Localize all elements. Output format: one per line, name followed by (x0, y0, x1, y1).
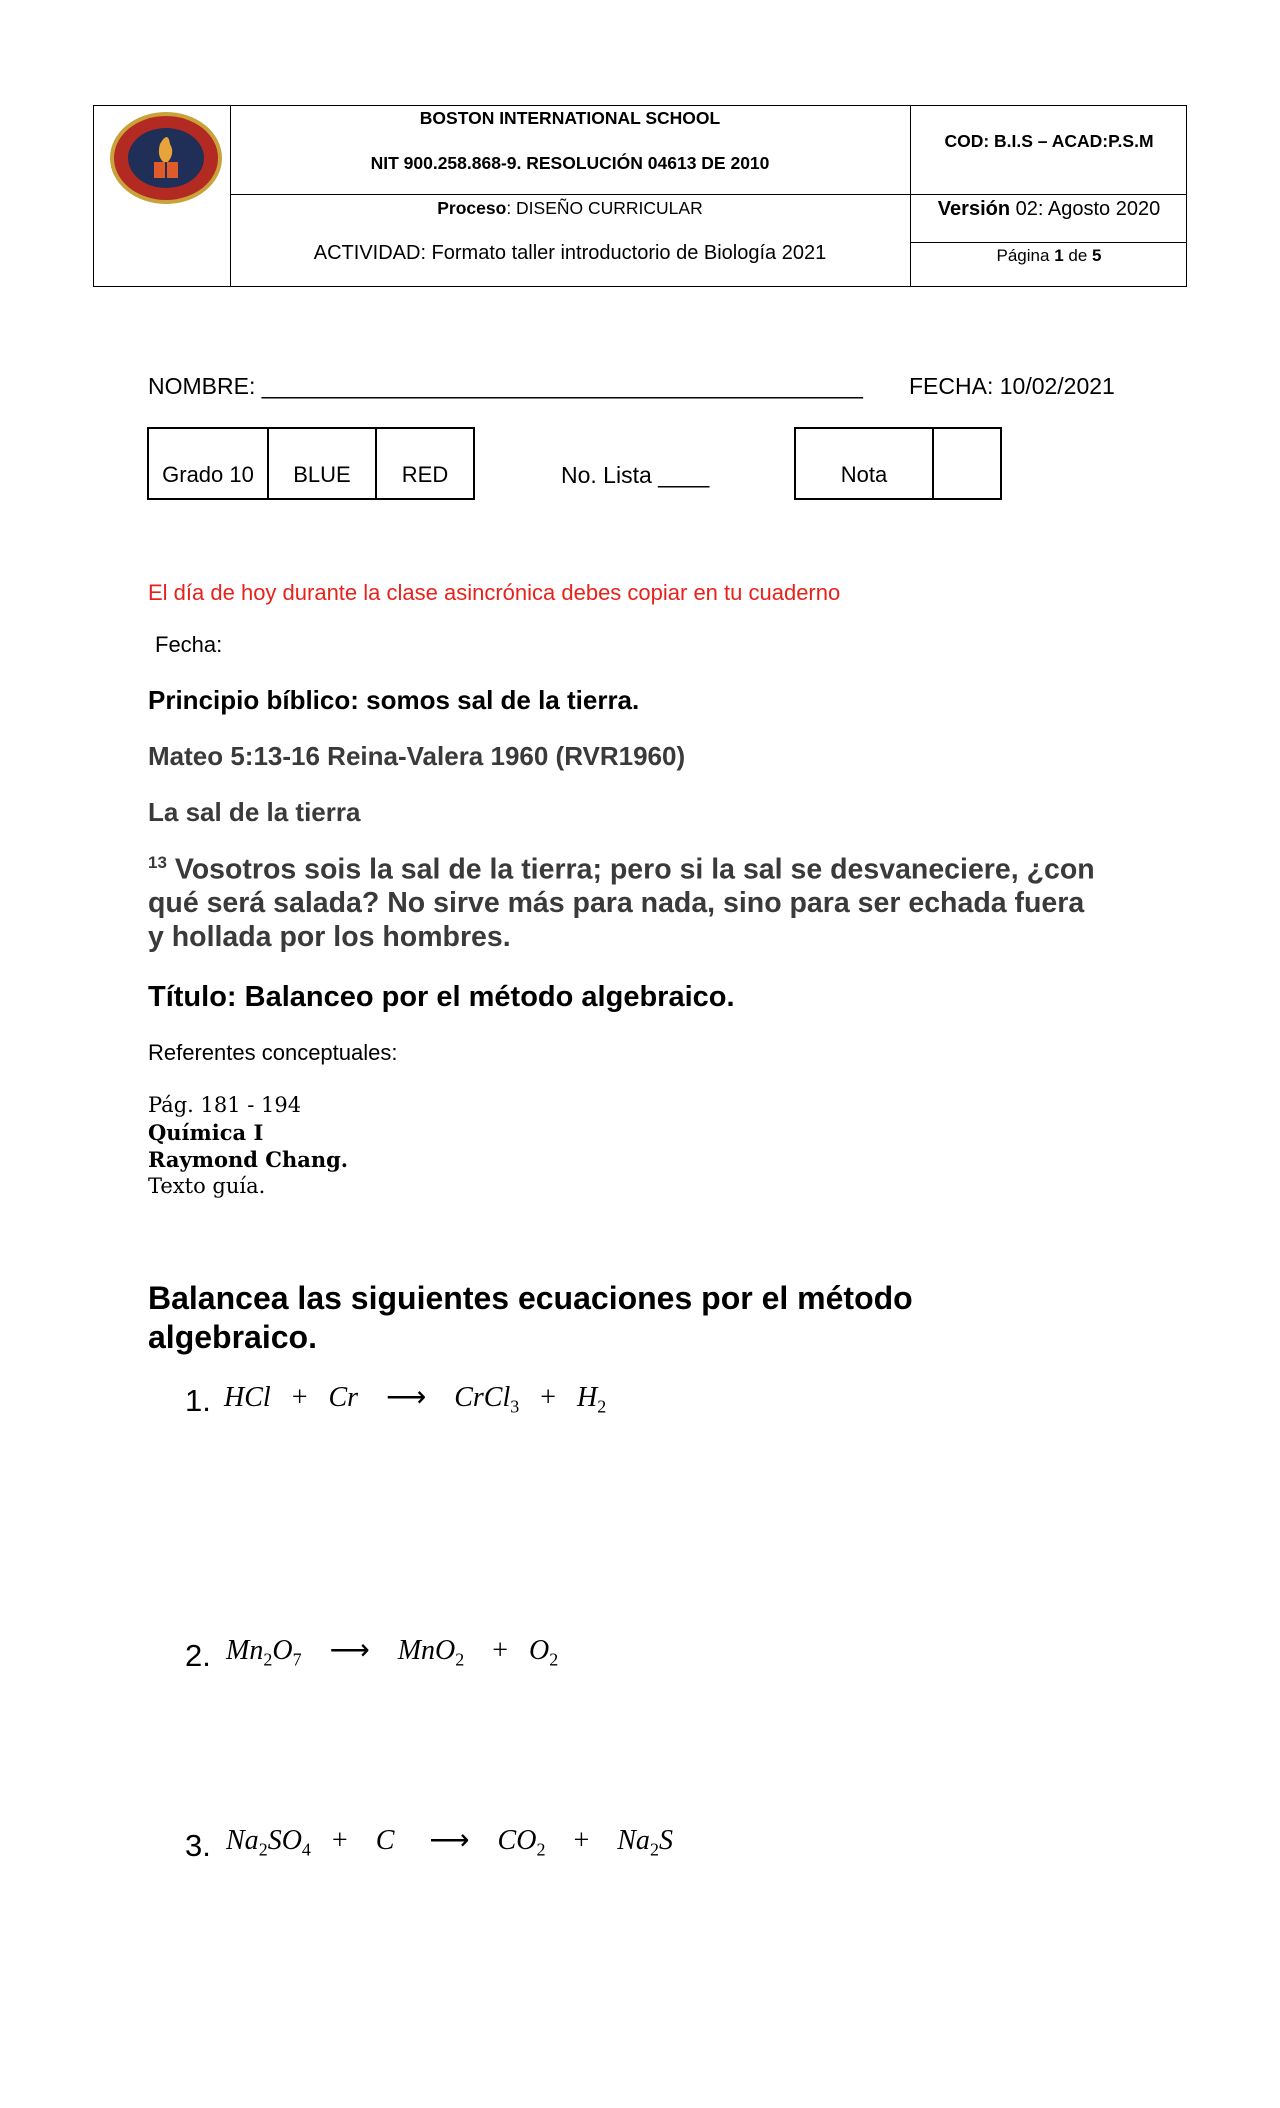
mateo-reference: Mateo 5:13-16 Reina-Valera 1960 (RVR1960) (148, 741, 686, 771)
ref-title: Química I (148, 1120, 264, 1145)
proceso: Proceso: DISEÑO CURRICULAR (437, 198, 703, 218)
nombre-field: NOMBRE: _______________________________________________ (148, 373, 863, 399)
red-box: RED (375, 427, 475, 500)
equation-2: $Mn_2O_7$ ⟶ MnO$_2$ + $O_2$ (226, 1635, 559, 1670)
school-nit: NIT 900.258.868-9. RESOLUCIÓN 04613 DE 2010 (370, 153, 770, 173)
fecha-field: FECHA: 10/02/2021 (909, 373, 1115, 399)
version: Versión 02: Agosto 2020 (937, 198, 1161, 220)
balancea-line-1: Balancea las siguientes ecuaciones por el método (148, 1280, 913, 1316)
fecha-label: Fecha: (155, 632, 223, 657)
school-name: BOSTON INTERNATIONAL SCHOOL (419, 108, 721, 128)
page-number: Página 1 de 5 (996, 246, 1102, 265)
ref-author: Raymond Chang. (148, 1147, 349, 1172)
equation-1: HCl + Cr ⟶ CrCl$_3$ + $H_2$ (224, 1382, 607, 1417)
actividad: ACTIVIDAD: Formato taller introductorio de Biología 2021 (313, 242, 827, 264)
school-logo (108, 110, 224, 206)
verse-line-3: y hollada por los hombres. (148, 921, 511, 953)
header-table (93, 105, 1187, 287)
balancea-line-2: algebraico. (148, 1319, 317, 1355)
equation-2-number: 2. (185, 1638, 211, 1673)
lista-field: No. Lista ____ (561, 462, 710, 488)
referentes-label: Referentes conceptuales: (148, 1040, 398, 1065)
nota-value-box (932, 427, 1002, 500)
equation-1-number: 1. (185, 1383, 211, 1418)
nota-box: Nota (794, 427, 934, 500)
titulo: Título: Balanceo por el método algebraico. (148, 981, 735, 1013)
equation-3-number: 3. (185, 1828, 211, 1863)
equation-3: $Na_2SO_4$ + C ⟶ $CO_2$ + $Na_2S$ (226, 1825, 673, 1860)
instruction-text: El día de hoy durante la clase asincrónica debes copiar en tu cuaderno (148, 580, 841, 605)
ref-texto: Texto guía. (148, 1174, 266, 1198)
document-code: COD: B.I.S – ACAD:P.S.M (944, 131, 1154, 151)
blue-box: BLUE (267, 427, 377, 500)
verse-line-1: $^{13}$ Vosotros sois la sal de la tierra; pero si la sal se desvaneciere, ¿con (148, 853, 1095, 886)
verse-line-2: qué será salada? No sirve más para nada, sino para ser echada fuera (148, 887, 1085, 919)
ref-pages: Pág. 181 - 194 (148, 1093, 302, 1117)
grado-box: Grado 10 (147, 427, 269, 500)
principio-biblico: Principio bíblico: somos sal de la tierra. (148, 685, 640, 715)
sal-title: La sal de la tierra (148, 797, 361, 827)
